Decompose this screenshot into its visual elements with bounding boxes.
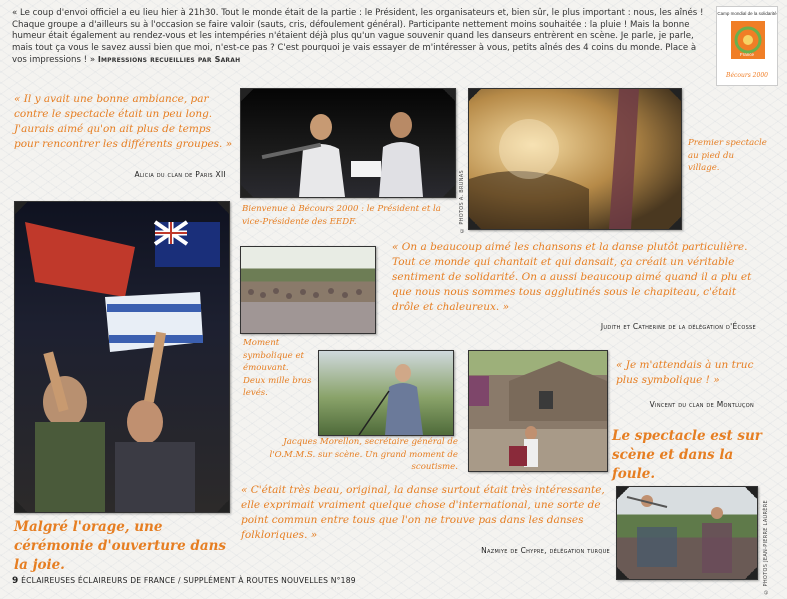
camp-logo [716,6,778,86]
camp-logo-emblem [717,7,777,85]
caption-spectacle: Premier spectacle au pied du village. [688,138,767,173]
credit-laurere: © PHOTOS JEAN-PIERRE LAURÈRE [763,500,769,595]
photo-flags [14,201,230,513]
caption-scene: Le spectacle est sur scène et dans la foule. [612,428,762,482]
quote-vincent-attribution: Vincent du clan de Montluçon [649,400,754,409]
photo-street-crowd [616,486,758,580]
quote-nazmiye: « C'était très beau, original, la danse surtout était très intéressante, elle exprimait vraiment quelque chose d'international, une sorte de point commun entre tous que l'on ne trouve pas dans les danses folkloriques. » [241,484,605,541]
footer-text: ÉCLAIREUSES ÉCLAIREURS DE FRANCE / SUPPLÉMENT À ROUTES NOUVELLES N°189 [21,576,356,585]
logo-arc-text: Camp mondial de la solidarité [717,11,777,16]
photo-morellon [318,350,454,436]
intro-paragraph [12,8,712,67]
caption-moment: Moment symbolique et émouvant. Deux mille bras levés. [243,338,312,398]
intro-signature: Impressions recueillies par Sarah [97,55,241,65]
quote-vincent: « Je m'attendais à un truc plus symbolique ! » [616,359,754,386]
caption-orage: Malgré l'orage, une cérémonie d'ouverture dans la joie. [14,519,227,573]
logo-place: Bécours 2000 [726,72,768,79]
quote-judith-catherine-attribution: Judith et Catherine de la délégation d'Écosse [600,322,756,331]
photo-crowd [240,246,376,334]
logo-country: France [739,52,755,57]
photo-president [240,88,456,198]
quote-nazmiye-attribution: Nazmiye de Chypre, délégation turque [481,546,610,555]
credit-brunas: © PHOTOS A. BRUNAS [459,170,465,233]
intro-text: « Le coup d'envoi officiel a eu lieu hier à 21h30. Tout le monde était de la partie : le Président, les organisateurs et, bien sûr, le plus important : nous, les aînés ! Chaque groupe a d'ailleurs su à l'occasion se faire valoir (sauts, cris, défoulement général). Participante nettement moins souhaitée : la pluie ! Mais la bonne humeur était également au rendez-vous et les intempéries n'étaient déjà plus qu'un vague souvenir quand les danseurs entrèrent en scène. Je parle, je parle, mais tout ça vous le savez aussi bien que moi, n'est-ce pas ? C'est pourquoi je vais essayer de m'intéresser à vous, petits aînés des 4 coins du monde. Place à vos impressions ! » [12,8,704,66]
photo-village-stage [468,350,608,472]
quote-alicia: « Il y avait une bonne ambiance, par contre le spectacle était un peu long. J'aurais aimé qu'on ait plus de temps pour rencontrer les différents groupes. » [14,93,233,150]
page-number: 9 [12,576,19,586]
photo-spectacle [468,88,682,230]
quote-alicia-attribution: Alicia du clan de Paris XII [134,170,226,179]
caption-president: Bienvenue à Bécours 2000 : le Président et la vice-Présidente des EEDF. [242,204,441,227]
caption-morellon: Jacques Morellon, secrétaire général de l'O.M.M.S. sur scène. Un grand moment de scoutisme. [269,437,458,472]
page-footer [12,576,356,586]
quote-judith-catherine: « On a beaucoup aimé les chansons et la danse plutôt particulière. Tout ce monde qui chantait et qui dansait, ça créait un véritable sentiment de solidarité. On a aussi beaucoup aimé quand il a plu et que nous nous sommes tous agglutinés sous le chapiteau, c'était drôle et chaleureux. » [392,241,752,313]
